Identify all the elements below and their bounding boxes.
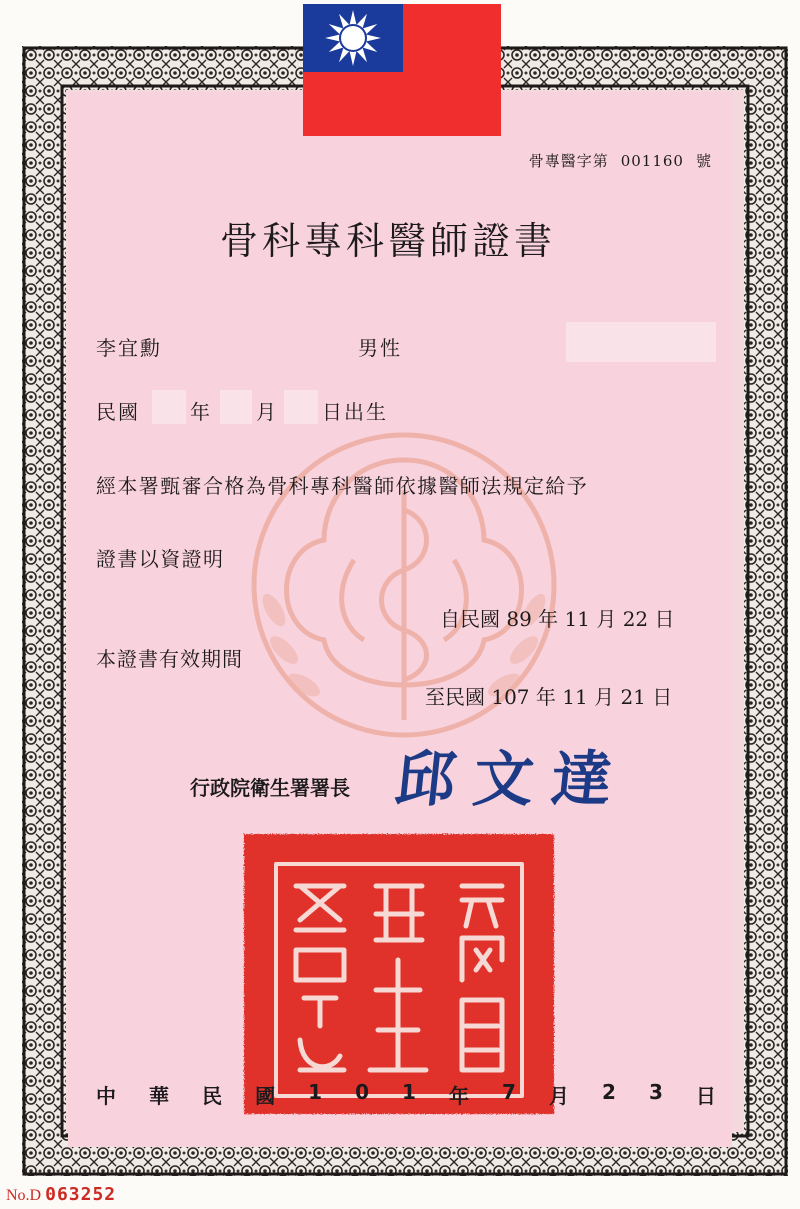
validity-to-year: 107	[491, 685, 530, 709]
validity-to-year-unit: 年	[535, 685, 556, 709]
issue-date-char: 3	[648, 1080, 663, 1104]
validity-to-prefix: 至民國	[425, 685, 485, 709]
issue-date	[96, 1080, 716, 1109]
certificate-number-line	[529, 150, 712, 171]
issue-date-char: 月	[548, 1084, 569, 1108]
issue-date-char: 中	[96, 1084, 116, 1108]
certificate-number: 001160	[620, 152, 684, 170]
issue-date-char: 民	[202, 1084, 223, 1108]
national-flag	[303, 4, 501, 136]
validity-label: 本證書有效期間	[96, 647, 243, 671]
validity-from-year: 89	[506, 607, 532, 631]
redacted-id-field	[566, 322, 716, 362]
issue-date-char: 0	[355, 1080, 369, 1104]
issue-date-char: 日	[695, 1084, 716, 1108]
certificate-number-suffix: 號	[695, 152, 712, 170]
birth-era: 民國	[96, 400, 140, 424]
validity-to-day-unit: 日	[652, 685, 673, 709]
serial-number	[6, 1184, 116, 1205]
certificate-title: 骨科專科醫師證書	[220, 219, 557, 263]
validity-from-month: 11	[564, 607, 590, 631]
validity-from-day: 22	[622, 607, 649, 631]
signatory-signature: 邱文達	[391, 745, 634, 815]
birth-year-unit: 年	[190, 400, 210, 424]
validity-from-day-unit: 日	[654, 607, 675, 631]
validity-from-month-unit: 月	[596, 607, 617, 631]
validity-to-day: 21	[620, 685, 646, 709]
issue-date-char: 1	[308, 1080, 323, 1104]
validity-to-line	[425, 681, 672, 710]
redacted-birth-year	[152, 390, 186, 424]
issue-date-char: 7	[502, 1080, 516, 1104]
redacted-birth-month	[220, 390, 252, 424]
birth-day-unit: 日出生	[322, 400, 388, 424]
validity-to-month: 11	[562, 685, 588, 709]
validity-to-month-unit: 月	[594, 685, 615, 709]
birth-month-unit: 月	[256, 400, 276, 424]
certificate-number-prefix: 骨專醫字第	[528, 152, 609, 170]
official-red-seal	[240, 830, 558, 1118]
serial-prefix: No.D	[6, 1187, 42, 1204]
signatory-title: 行政院衛生署署長	[190, 776, 350, 800]
redacted-birth-day	[284, 390, 318, 424]
issue-date-char: 2	[602, 1080, 616, 1104]
certification-statement-line2: 證書以資證明	[96, 547, 225, 571]
validity-from-line	[440, 603, 675, 632]
holder-gender: 男性	[358, 336, 402, 360]
certification-statement-line1: 經本署甄審合格為骨科專科醫師依據醫師法規定給予	[96, 474, 589, 498]
validity-from-prefix: 自民國	[440, 607, 500, 631]
issue-date-char: 華	[149, 1084, 170, 1108]
issue-date-char: 國	[255, 1084, 276, 1108]
holder-name: 李宜勳	[96, 336, 162, 360]
serial-value: 063252	[45, 1184, 117, 1205]
validity-from-year-unit: 年	[538, 607, 559, 631]
issue-date-char: 1	[402, 1080, 416, 1104]
issue-date-char: 年	[448, 1084, 469, 1108]
